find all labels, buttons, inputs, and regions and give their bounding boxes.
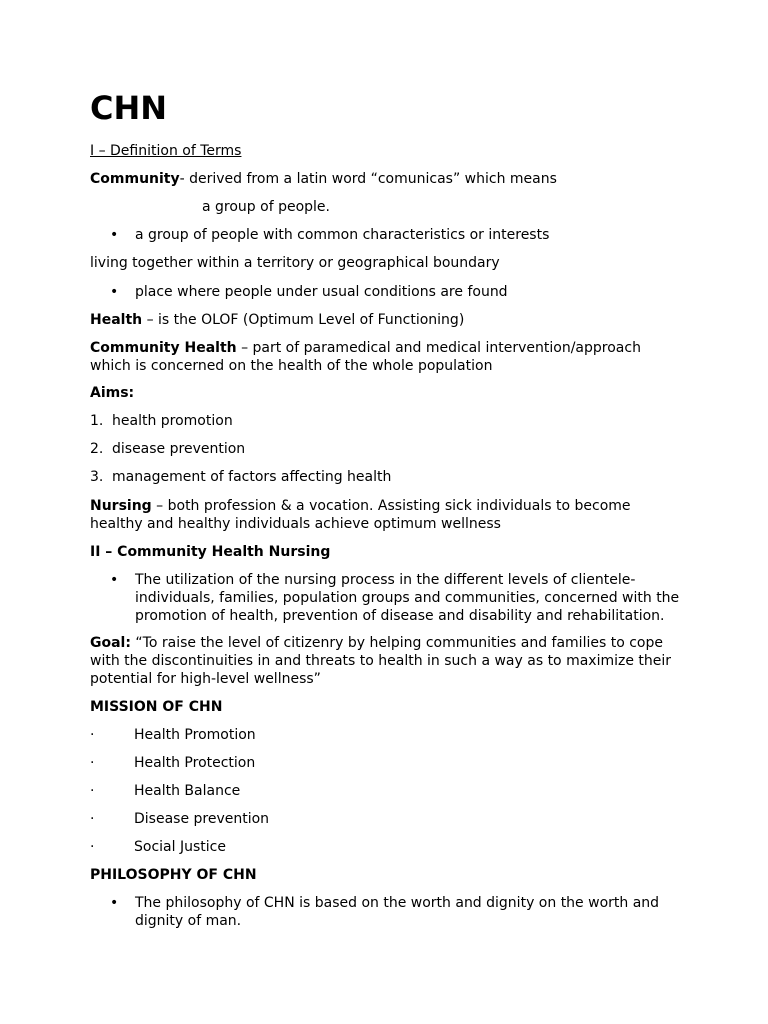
mission-item-marker: · [90, 783, 95, 799]
aims-item-number: 3. [90, 469, 104, 485]
aims-item [90, 440, 245, 458]
philosophy-heading: PHILOSOPHY OF CHN [90, 867, 257, 883]
community-definition-continued: a group of people. [202, 199, 330, 215]
mission-item-marker: · [90, 839, 95, 855]
community-health-definition [90, 339, 650, 375]
list-item-text: place where people under usual conditions are found [135, 284, 508, 300]
community-definition-text: - derived from a latin word “comunicas” which means [179, 171, 557, 187]
term-goal: Goal: [90, 635, 131, 651]
community-health-definition-text: – part of paramedical and medical intervention/approach which is concerned on the health of the whole population [90, 340, 641, 374]
mission-item-marker: · [90, 727, 95, 743]
list-item-text: a group of people with common characteristics or interests [135, 227, 550, 243]
mission-item-marker: · [90, 755, 95, 771]
goal-text: “To raise the level of citizenry by helping communities and families to cope with the discontinuities in and threats to health in such a way as to maximize their potential for high-level wellness” [90, 635, 672, 687]
term-community-health: Community Health [90, 340, 237, 356]
goal-statement [90, 634, 680, 688]
mission-heading: MISSION OF CHN [90, 699, 223, 715]
mission-item-text: Disease prevention [134, 811, 270, 827]
bullet-marker: • [110, 284, 119, 300]
aims-item-text: management of factors affecting health [112, 469, 392, 485]
section-heading-definition-of-terms: I – Definition of Terms [90, 143, 242, 159]
bullet-marker: • [110, 227, 119, 243]
health-definition [90, 311, 464, 329]
aims-item [90, 468, 391, 486]
health-definition-text: – is the OLOF (Optimum Level of Functioning) [142, 312, 465, 328]
aims-item-number: 1. [90, 413, 104, 429]
aims-item-text: health promotion [112, 413, 233, 429]
community-continuation: living together within a territory or geographical boundary [90, 255, 500, 271]
term-community: Community [90, 171, 180, 187]
term-health: Health [90, 312, 143, 328]
aims-item [90, 412, 233, 430]
list-item-text: The philosophy of CHN is based on the worth and dignity on the worth and dignity of man. [135, 895, 660, 929]
section-heading-community-health-nursing: II – Community Health Nursing [90, 544, 331, 560]
aims-item-number: 2. [90, 441, 104, 457]
mission-item-marker: · [90, 811, 95, 827]
aims-heading: Aims: [90, 385, 135, 401]
aims-item-text: disease prevention [112, 441, 246, 457]
community-definition [90, 170, 557, 188]
mission-item-text: Health Balance [134, 783, 241, 799]
mission-item-text: Social Justice [134, 839, 226, 855]
term-nursing: Nursing [90, 498, 152, 514]
page-title: CHN [90, 89, 168, 127]
mission-item-text: Health Protection [134, 755, 256, 771]
nursing-definition [90, 497, 650, 533]
bullet-marker: • [110, 895, 119, 911]
nursing-definition-text: – both profession & a vocation. Assisting sick individuals to become healthy and healthy individuals achieve optimum wellness [90, 498, 631, 532]
bullet-marker: • [110, 572, 119, 588]
mission-item-text: Health Promotion [134, 727, 256, 743]
list-item-text: The utilization of the nursing process in the different levels of clientele-individuals, families, population groups and communities, concerned with the promotion of health, prevention of disease and disability and rehabilitation. [135, 572, 680, 624]
